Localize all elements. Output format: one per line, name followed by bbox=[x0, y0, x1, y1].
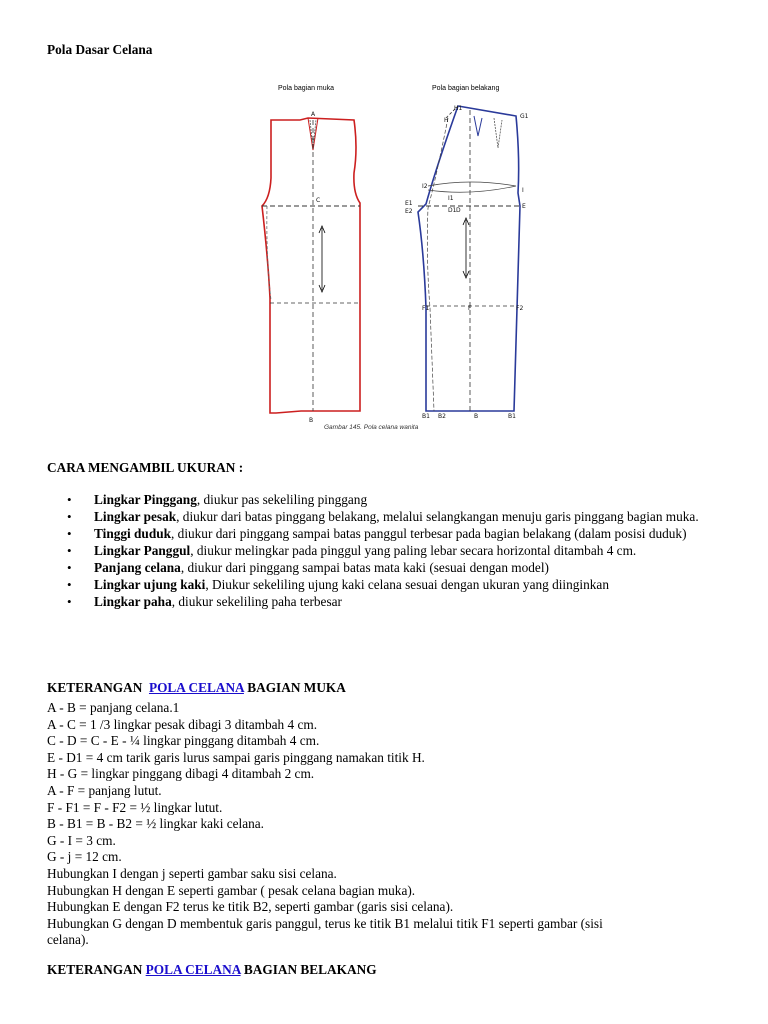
heading-suffix: BAGIAN MUKA bbox=[243, 680, 346, 695]
measurement-list bbox=[47, 492, 727, 611]
point-label: D bbox=[456, 207, 461, 214]
page-title: Pola Dasar Celana bbox=[47, 42, 153, 57]
list-item bbox=[47, 594, 727, 611]
point-label: E2 bbox=[405, 208, 413, 215]
figure-caption: Gambar 145. Pola celana wanita bbox=[324, 424, 419, 431]
measure-desc: , diukur pas sekeliling pinggang bbox=[196, 492, 368, 507]
trouser-pattern-figure bbox=[258, 78, 540, 442]
instruction-line: A - F = panjang lutut. bbox=[47, 782, 162, 798]
instruction-line: Hubungkan I dengan j seperti gambar saku sisi celana. bbox=[47, 865, 337, 881]
back-pattern-label: Pola bagian belakang bbox=[432, 85, 500, 92]
measure-term: Panjang celana bbox=[94, 560, 181, 575]
point-label: F1 bbox=[422, 305, 430, 312]
measure-desc: , diukur dari pinggang sampai batas mata kaki (sesuai dengan model) bbox=[180, 560, 549, 575]
point-label: B bbox=[474, 413, 479, 420]
front-section-heading bbox=[47, 680, 346, 696]
instruction-line: A - C = 1 /3 lingkar pesak dibagi 3 ditambah 4 cm. bbox=[47, 716, 318, 732]
point-label: F bbox=[468, 305, 472, 312]
instruction-line: G - I = 3 cm. bbox=[47, 832, 116, 848]
point-label: B bbox=[309, 417, 314, 424]
point-label: H1 bbox=[454, 105, 463, 112]
measure-term: Tinggi duduk bbox=[94, 526, 172, 541]
point-label: F2 bbox=[516, 305, 524, 312]
instruction-line: H - G = lingkar pinggang dibagi 4 ditambah 2 cm. bbox=[47, 766, 315, 782]
list-item bbox=[47, 509, 727, 526]
measure-desc: , diukur melingkar pada pinggul yang paling lebar secara horizontal ditambah 4 cm. bbox=[190, 543, 637, 558]
point-label: B1 bbox=[422, 413, 430, 420]
point-label: I1 bbox=[448, 195, 454, 202]
measure-term: Lingkar paha bbox=[94, 594, 172, 609]
measure-term: Lingkar ujung kaki bbox=[94, 577, 206, 592]
instruction-line: Hubungkan G dengan D membentuk garis panggul, terus ke titik B1 melalui titik F1 seperti gambar (sisi bbox=[47, 915, 603, 931]
point-label: A bbox=[311, 111, 316, 118]
instruction-line: A - B = panjang celana.1 bbox=[47, 700, 180, 715]
measure-desc: , diukur dari pinggang sampai batas panggul terbesar pada bagian belakang (dalam posisi duduk) bbox=[171, 526, 687, 541]
back-pattern bbox=[418, 106, 520, 411]
point-label: G1 bbox=[520, 113, 529, 120]
back-section-heading bbox=[47, 962, 377, 978]
front-instructions bbox=[47, 700, 727, 949]
point-label: E bbox=[522, 203, 526, 210]
instruction-line: C - D = C - E - ¼ lingkar pinggang ditambah 4 cm. bbox=[47, 733, 320, 749]
instruction-line: B - B1 = B - B2 = ½ lingkar kaki celana. bbox=[47, 816, 264, 832]
pola-celana-link[interactable]: POLA CELANA bbox=[148, 680, 244, 695]
measure-term: Lingkar Panggul bbox=[94, 543, 191, 558]
pola-celana-link[interactable]: POLA CELANA bbox=[145, 962, 241, 977]
section-heading: CARA MENGAMBIL UKURAN : bbox=[47, 460, 244, 475]
measure-term: Lingkar Pinggang bbox=[94, 492, 197, 507]
list-item bbox=[47, 492, 727, 509]
point-label: D1 bbox=[448, 207, 457, 214]
measure-desc: , Diukur sekeliling ujung kaki celana sesuai dengan ukuran yang diinginkan bbox=[205, 577, 609, 592]
point-label: H bbox=[444, 117, 449, 124]
front-pattern-label: Pola bagian muka bbox=[278, 85, 335, 92]
point-label: B1 bbox=[508, 413, 516, 420]
heading-prefix: KETERANGAN bbox=[47, 962, 146, 977]
point-label: E1 bbox=[405, 200, 413, 207]
heading-prefix: KETERANGAN bbox=[47, 680, 149, 695]
measure-desc: , diukur sekeliling paha terbesar bbox=[171, 594, 342, 609]
instruction-line: F - F1 = F - F2 = ½ lingkar lutut. bbox=[47, 799, 223, 815]
instruction-line: Hubungkan E dengan F2 terus ke titik B2, seperti gambar (garis sisi celana). bbox=[47, 899, 454, 915]
instruction-line: G - j = 12 cm. bbox=[47, 849, 122, 865]
point-label: B2 bbox=[438, 413, 446, 420]
point-label: I2 bbox=[422, 183, 428, 190]
heading-suffix: BAGIAN BELAKANG bbox=[240, 962, 377, 977]
point-label: I bbox=[522, 187, 524, 194]
measure-desc: , diukur dari batas pinggang belakang, melalui selangkangan menuju garis pinggang bagian muka. bbox=[176, 509, 699, 524]
measure-term: Lingkar pesak bbox=[94, 509, 177, 524]
instruction-line: celana). bbox=[47, 932, 89, 948]
instruction-line: E - D1 = 4 cm tarik garis lurus sampai garis pinggang namakan titik H. bbox=[47, 749, 425, 765]
point-label: C bbox=[316, 197, 321, 204]
list-item bbox=[47, 577, 727, 594]
list-item bbox=[47, 560, 727, 577]
list-item bbox=[47, 526, 727, 543]
list-item bbox=[47, 543, 727, 560]
instruction-line: Hubungkan H dengan E seperti gambar ( pesak celana bagian muka). bbox=[47, 882, 416, 898]
front-pattern bbox=[262, 118, 360, 413]
